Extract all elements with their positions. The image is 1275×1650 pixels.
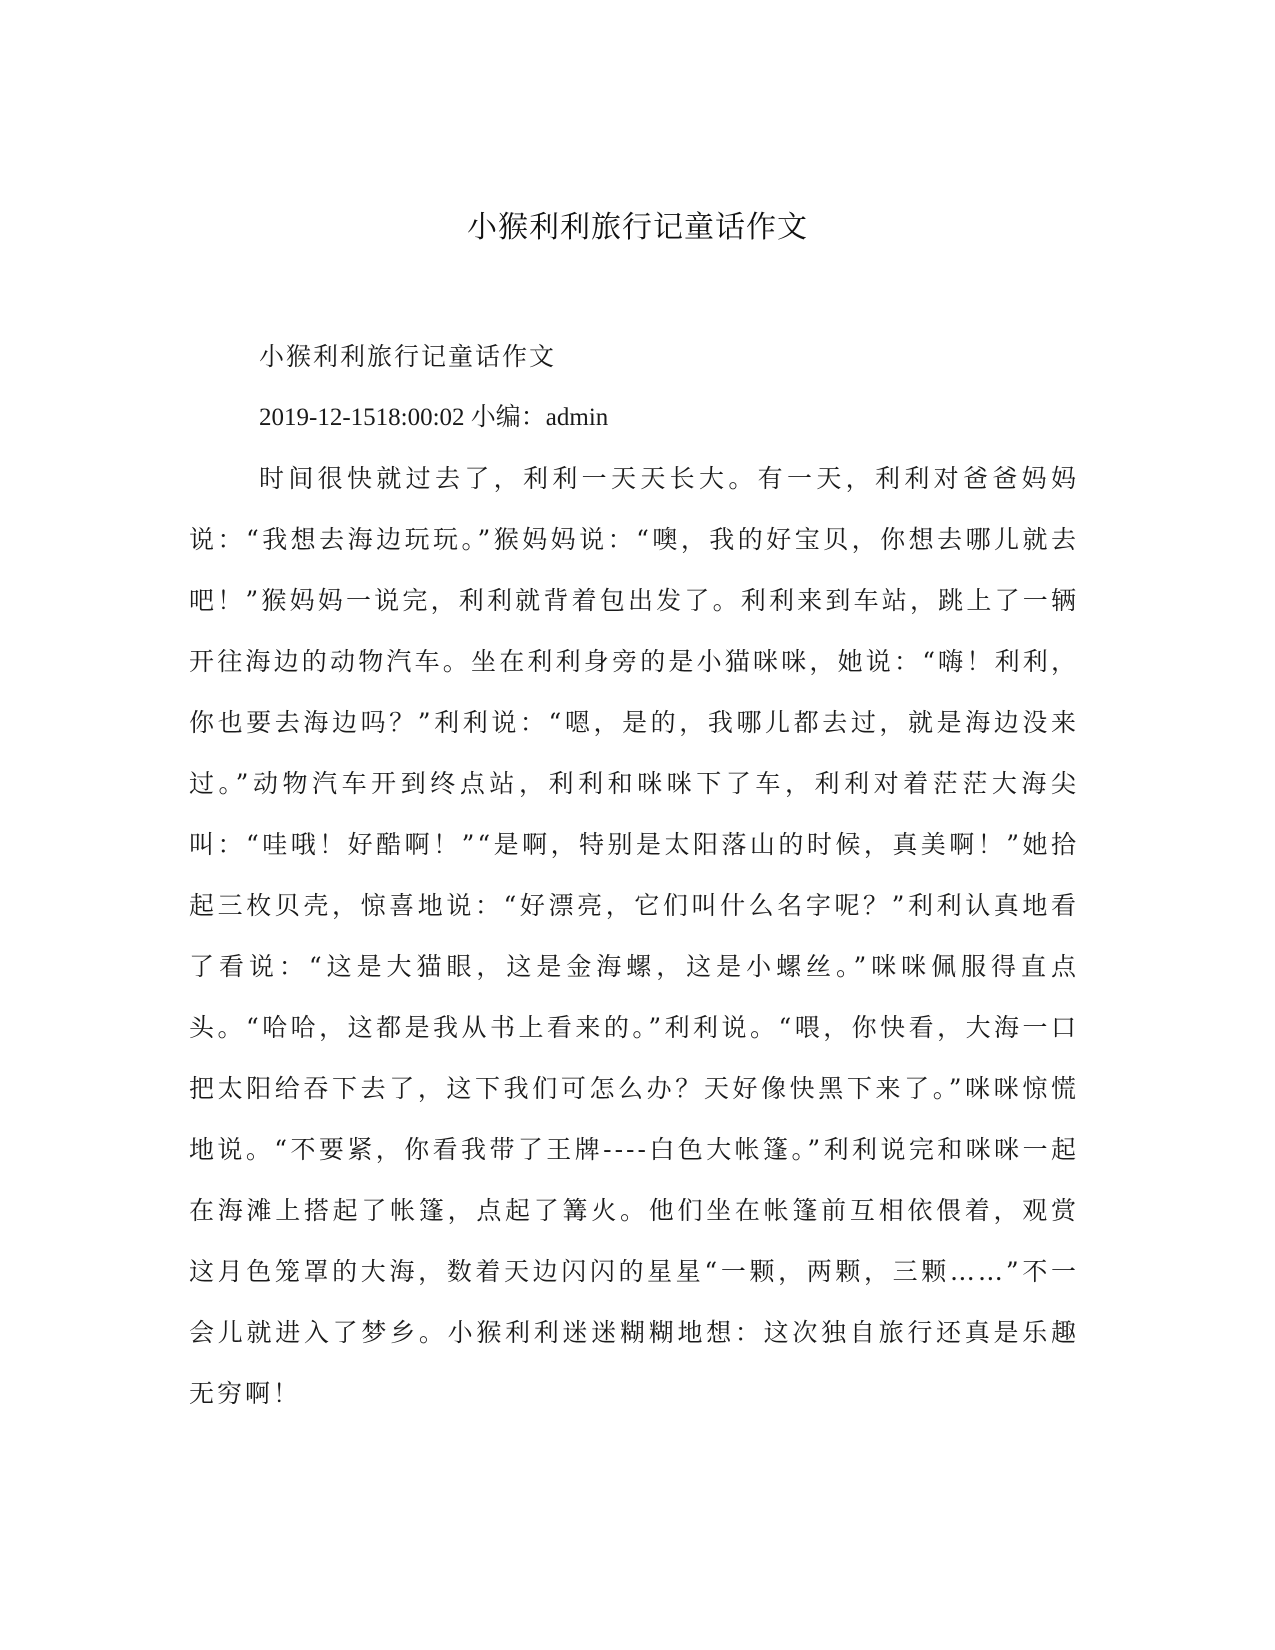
article-meta: 2019-12-1518:00:02 小编：admin — [259, 404, 609, 431]
article-paragraph: 时间很快就过去了，利利一天天长大。有一天，利利对爸爸妈妈说：“我想去海边玩玩。”猴妈妈说：“噢，我的好宝贝，你想去哪儿就去吧！”猴妈妈一说完，利利就背着包出发了。利利来到车站，跳上了一辆开往海边的动物汽车。坐在利利身旁的是小猫咪咪，她说：“嗨！利利，你也要去海边吗？”利利说：“嗯，是的，我哪儿都去过，就是海边没来过。”动物汽车开到终点站，利利和咪咪下了车，利利对着茫茫大海尖叫：“哇哦！好酷啊！”“是啊，特别是太阳落山的时候，真美啊！”她拾起三枚贝壳，惊喜地说：“好漂亮，它们叫什么名字呢？”利利认真地看了看说：“这是大猫眼，这是金海螺，这是小螺丝。”咪咪佩服得直点头。“哈哈，这都是我从书上看来的。”利利说。“喂，你快看，大海一口把太阳给吞下去了，这下我们可怎么办？天好像快黑下来了。”咪咪惊慌地说。“不要紧，你看我带了王牌----白色大帐篷。”利利说完和咪咪一起在海滩上搭起了帐篷，点起了篝火。他们坐在帐篷前互相依偎着，观赏这月色笼罩的大海，数着天边闪闪的星星“一颗，两颗，三颗……”不一会儿就进入了梦乡。小猴利利迷迷糊糊地想：这次独自旅行还真是乐趣无穷啊！ — [189, 464, 1079, 1408]
document-body — [189, 326, 1079, 1424]
document-title: 小猴利利旅行记童话作文 — [467, 210, 808, 245]
article-subtitle: 小猴利利旅行记童话作文 — [259, 342, 557, 371]
